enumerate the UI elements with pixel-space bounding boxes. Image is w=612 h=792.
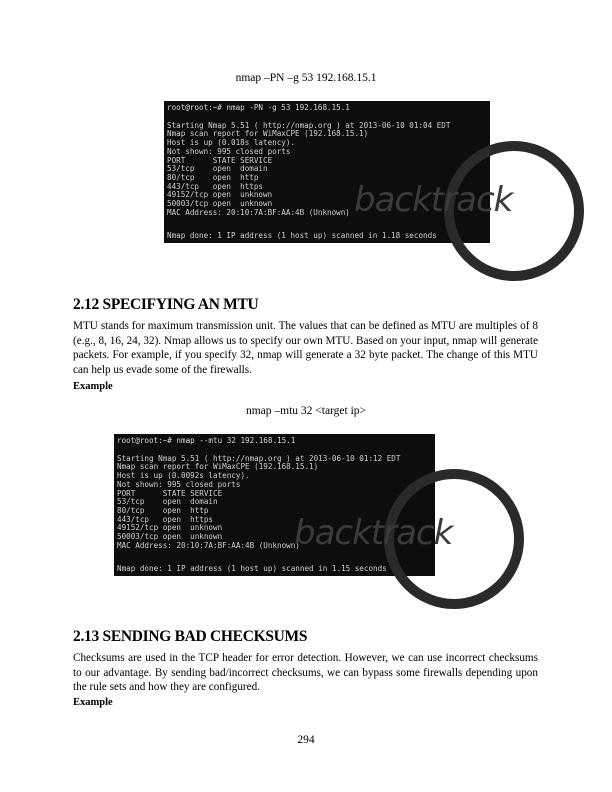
terminal-line: Host is up (0.018s latency).: [167, 138, 296, 148]
terminal-done-line: Nmap done: 1 IP address (1 host up) scanned in 1.15 seconds: [117, 564, 387, 574]
terminal-line: MAC Address: 20:10:7A:BF:AA:4B (Unknown): [167, 207, 350, 217]
terminal-line: 443/tcp open https: [167, 181, 264, 191]
terminal-line: PORT STATE SERVICE: [167, 155, 273, 165]
terminal-line: Nmap scan report for WiMaxCPE (192.168.15.1): [117, 462, 319, 472]
terminal-line: Starting Nmap 5.51 ( http://nmap.org ) at 2013-06-10 01:04 EDT: [167, 120, 451, 130]
section-body-212: MTU stands for maximum transmission unit. The values that can be defined as MTU are multiples of 8 (e.g., 8, 16, 24, 32). Nmap allows us to specify our own MTU. Based on your input, nmap will generate packets. For example, if you specify 32, nmap will generate a 32 byte packet. The change of this MTU can help us evade some of the firewalls.: [73, 320, 538, 376]
terminal-line: PORT STATE SERVICE: [117, 488, 223, 498]
terminal-line: Host is up (0.0092s latency).: [117, 471, 250, 481]
terminal-screenshot-2: [114, 434, 453, 576]
terminal-line: 53/tcp open domain: [167, 164, 268, 174]
terminal-line: 80/tcp open http: [117, 505, 209, 515]
terminal-line: 443/tcp open https: [117, 514, 214, 524]
command-line-2: nmap –mtu 32 <target ip>: [245, 405, 367, 417]
terminal-line: Nmap scan report for WiMaxCPE (192.168.15.1): [167, 129, 369, 139]
section-body-213: Checksums are used in the TCP header for error detection. However, we can use incorrect checksums to our advantage. By sending bad/incorrect checksums, we can bypass some firewalls depending upon the rule sets and how they are configured.: [73, 652, 538, 694]
terminal-line: 80/tcp open http: [167, 172, 259, 182]
example-label-213: Example: [73, 697, 113, 708]
command-line-1: nmap –PN –g 53 192.168.15.1: [235, 72, 377, 84]
terminal-prompt: root@root:~# nmap --mtu 32 192.168.15.1: [117, 436, 296, 445]
watermark-text: backtrack: [354, 180, 513, 220]
section-heading-212: 2.12 SPECIFYING AN MTU: [73, 296, 259, 313]
terminal-line: Starting Nmap 5.51 ( http://nmap.org ) at 2013-06-10 01:12 EDT: [117, 453, 401, 463]
terminal-line: Not shown: 995 closed ports: [167, 146, 291, 156]
example-label-212: Example: [73, 381, 113, 392]
terminal-line: 50003/tcp open unknown: [167, 199, 273, 209]
page-number: 294: [297, 734, 315, 746]
terminal-line: MAC Address: 20:10:7A:BF:AA:4B (Unknown): [117, 540, 300, 550]
terminal-line: Not shown: 995 closed ports: [117, 479, 241, 489]
terminal-done-line: Nmap done: 1 IP address (1 host up) scanned in 1.18 seconds: [167, 231, 437, 241]
terminal-screenshot-1: [164, 101, 513, 243]
terminal-line: 49152/tcp open unknown: [117, 523, 223, 533]
terminal-line: 50003/tcp open unknown: [117, 532, 223, 542]
terminal-prompt: root@root:~# nmap -PN -g 53 192.168.15.1: [167, 103, 350, 112]
section-heading-213: 2.13 SENDING BAD CHECKSUMS: [73, 628, 308, 645]
terminal-line: 53/tcp open domain: [117, 497, 218, 507]
watermark-text: backtrack: [294, 513, 453, 553]
terminal-line: 49152/tcp open unknown: [167, 190, 273, 200]
